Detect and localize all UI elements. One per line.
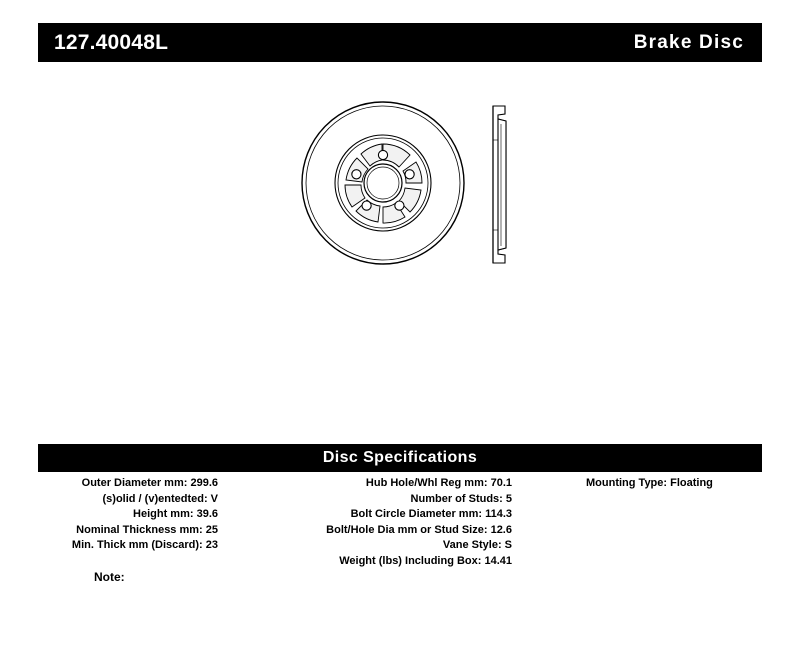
rotor-edge-view (493, 106, 506, 263)
spec-item: Outer Diameter mm: 299.6 (81, 477, 218, 489)
spec-title: Disc Specifications (322, 449, 478, 466)
spec-columns (38, 476, 762, 586)
product-image-area (38, 75, 762, 430)
spec-item: Hub Hole/Whl Reg mm: 70.1 (365, 477, 512, 489)
spec-item: Bolt Circle Diameter mm: 114.3 (350, 508, 512, 520)
spec-item: Height mm: 39.6 (133, 508, 218, 520)
spec-item: Min. Thick mm (Discard): 23 (71, 539, 218, 551)
rotor-face-view (302, 102, 464, 264)
spec-column-right (538, 476, 762, 492)
spec-title-bar (38, 444, 762, 472)
product-type-label: Brake Disc (633, 31, 744, 53)
spec-item: (s)olid / (v)entedted: V (102, 492, 218, 505)
note-label: Note: (94, 570, 125, 584)
spec-item: Bolt/Hole Dia mm or Stud Size: 12.6 (326, 523, 512, 536)
brake-rotor-illustration (300, 88, 560, 278)
spec-item: Mounting Type: Floating (586, 477, 713, 489)
part-number: 127.40048L (54, 30, 169, 54)
spec-item: Nominal Thickness mm: 25 (76, 523, 218, 536)
spec-column-middle (224, 476, 512, 569)
header-bar (38, 23, 762, 62)
spec-item: Weight (lbs) Including Box: 14.41 (339, 554, 512, 567)
spec-item: Number of Studs: 5 (410, 492, 512, 505)
spec-item: Vane Style: S (442, 539, 512, 551)
spec-column-left (38, 476, 218, 554)
